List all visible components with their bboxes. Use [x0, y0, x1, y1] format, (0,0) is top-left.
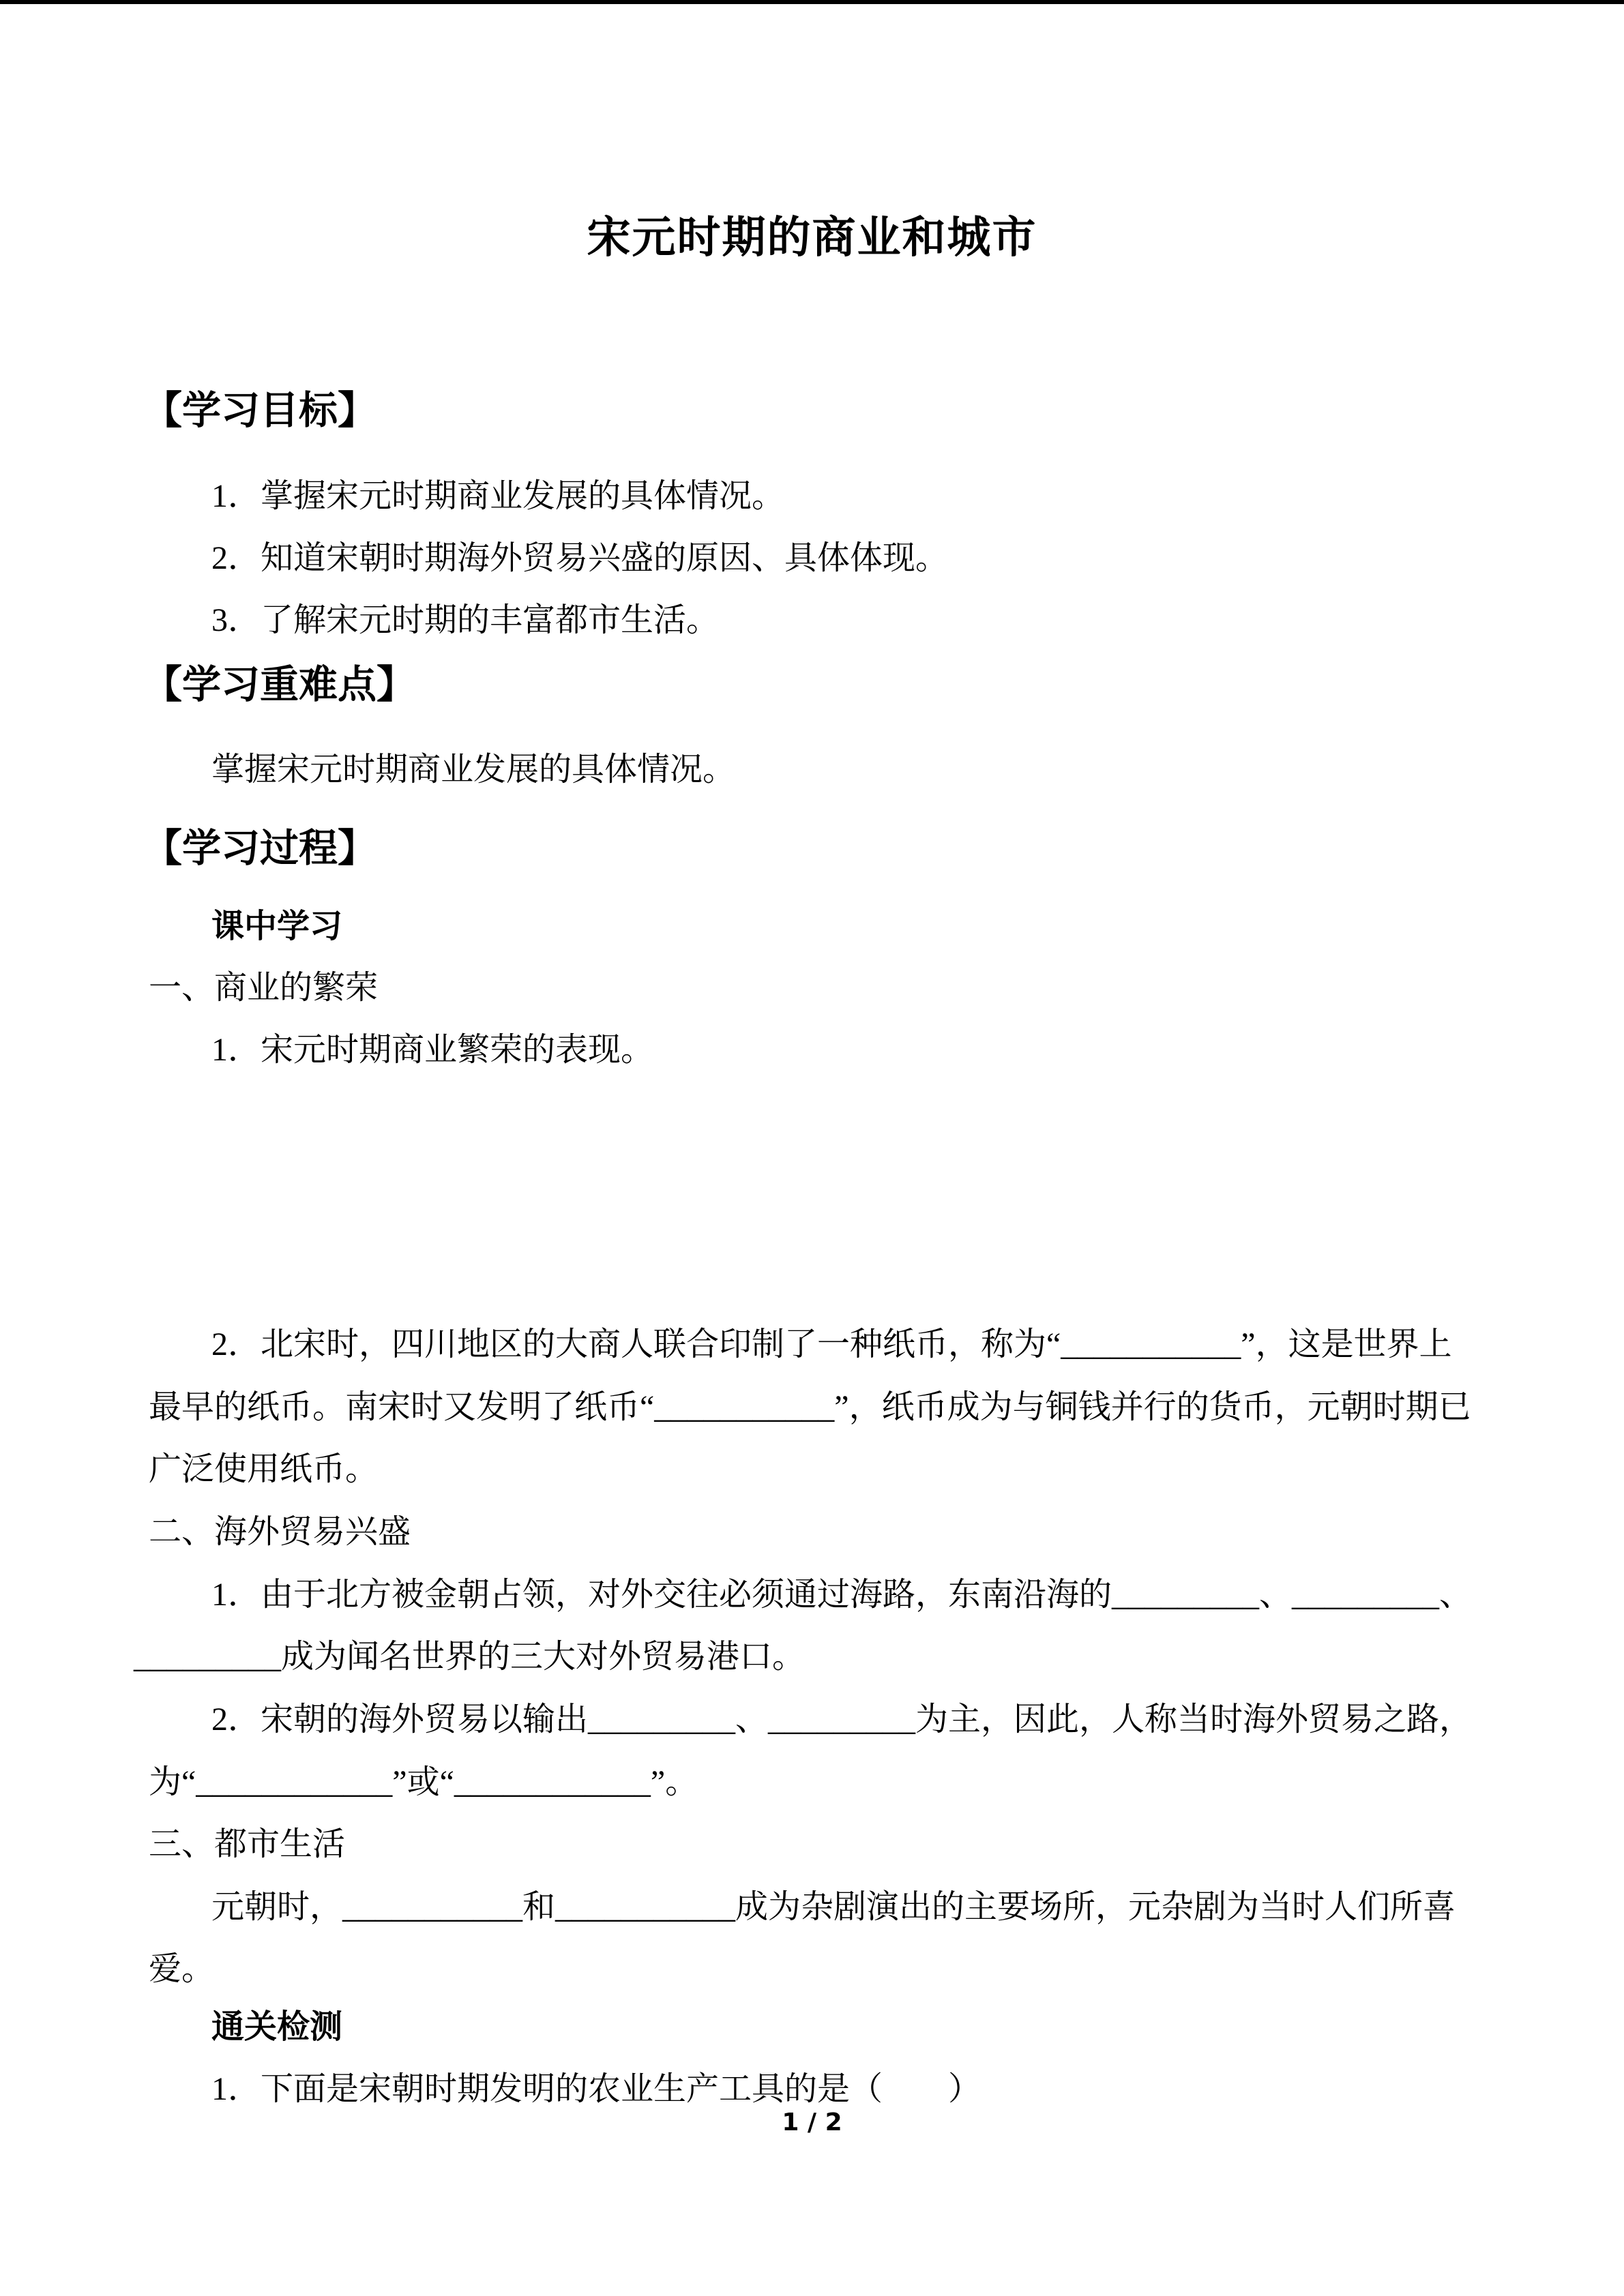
heading-objectives: 【学习目标】 [143, 389, 377, 432]
commerce-item-2-line-2: 最早的纸币。南宋时又发明了纸币“___________”，纸币成为与铜钱并行的货币，元朝时期已 [149, 1389, 1471, 1425]
objective-item-1: 1．掌握宋元时期商业发展的具体情况。 [211, 478, 785, 514]
heading-overseas-trade: 二、海外贸易兴盛 [149, 1514, 411, 1550]
key-points-text: 掌握宋元时期商业发展的具体情况。 [211, 751, 736, 788]
trade-item-1-line-1: 1．由于北方被金朝占领，对外交往必须通过海路，东南沿海的_________、_________、 [211, 1577, 1473, 1613]
heading-commerce-prosperity: 一、商业的繁荣 [149, 970, 379, 1006]
commerce-item-2-line-3: 广泛使用纸币。 [149, 1451, 379, 1487]
objective-item-2: 2．知道宋朝时期海外贸易兴盛的原因、具体体现。 [211, 540, 949, 576]
trade-item-2-line-2: 为“____________”或“____________”。 [149, 1764, 698, 1800]
trade-item-2-line-1: 2．宋朝的海外贸易以输出_________、_________为主，因此，人称当时海外贸易之路， [211, 1701, 1473, 1738]
subheading-quiz: 通关检测 [211, 2009, 343, 2045]
page-top-border [0, 0, 1624, 4]
objective-item-3: 3．了解宋元时期的丰富都市生活。 [211, 602, 720, 638]
quiz-question-1: 1．下面是宋朝时期发明的农业生产工具的是（ ） [211, 2071, 981, 2107]
commerce-item-1: 1．宋元时期商业繁荣的表现。 [211, 1032, 654, 1068]
commerce-item-2-line-1: 2．北宋时，四川地区的大商人联合印制了一种纸币，称为“___________”，这是世界上 [211, 1326, 1452, 1362]
city-life-line-1: 元朝时，___________和___________成为杂剧演出的主要场所，元杂剧为当时人们所喜 [211, 1889, 1456, 1925]
page-number: 1 / 2 [782, 2108, 842, 2136]
page-title: 宋元时期的商业和城市 [587, 213, 1037, 262]
heading-key-points: 【学习重难点】 [143, 664, 415, 706]
subheading-in-class: 课中学习 [211, 908, 343, 944]
trade-item-1-line-2: _________成为闻名世界的三大对外贸易港口。 [134, 1639, 806, 1675]
heading-process: 【学习过程】 [143, 827, 377, 870]
heading-city-life: 三、都市生活 [149, 1826, 346, 1862]
city-life-line-2: 爱。 [149, 1951, 215, 1987]
